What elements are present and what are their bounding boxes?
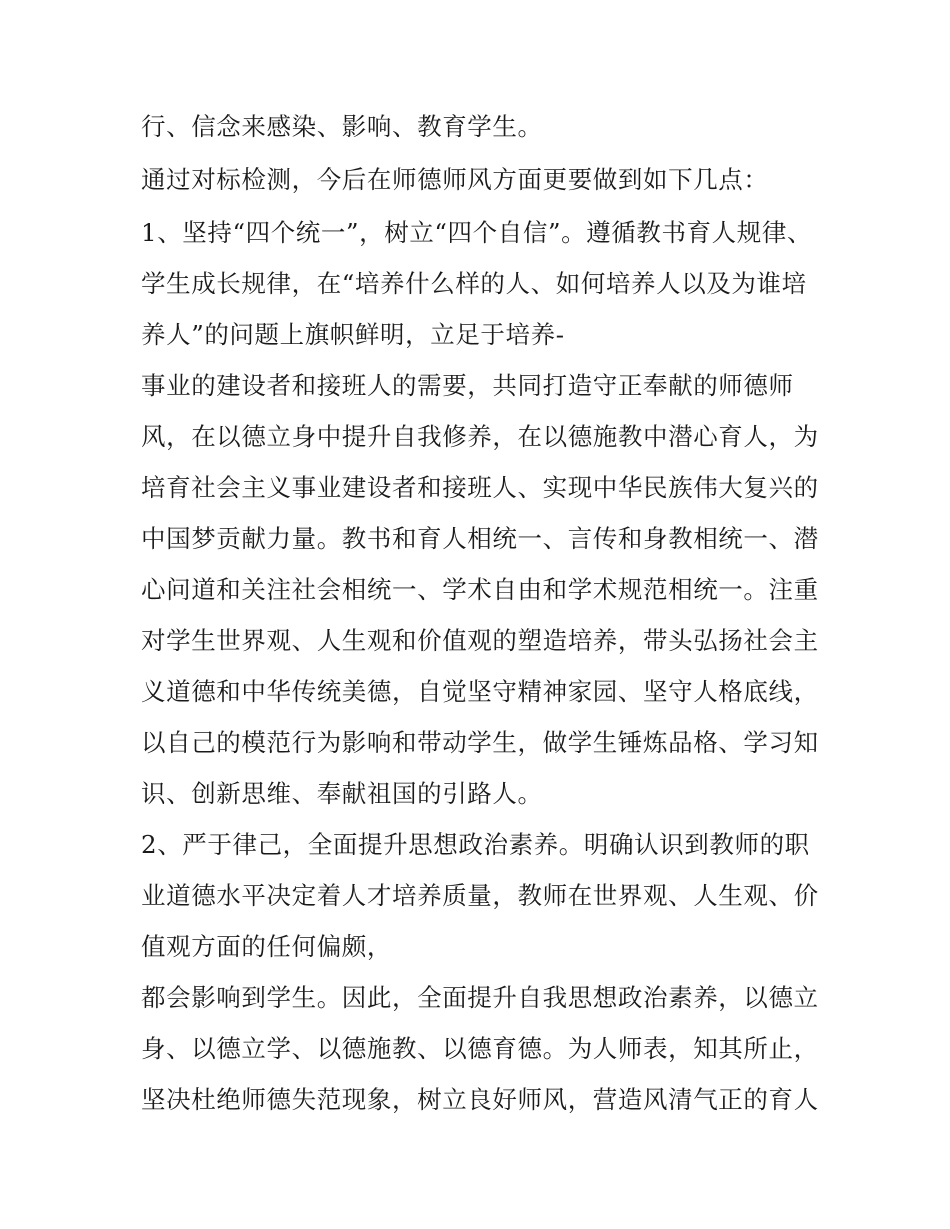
text-line: 业道德水平决定着人才培养质量，教师在世界观、人生观、价 bbox=[141, 881, 819, 910]
text-line: 身、以德立学、以德施教、以德育德。为人师表，知其所止， bbox=[141, 1034, 819, 1063]
text-line: 中国梦贡献力量。教书和育人相统一、言传和身教相统一、潜 bbox=[141, 524, 819, 553]
text-line: 都会影响到学生。因此，全面提升自我思想政治素养，以德立 bbox=[141, 983, 819, 1012]
text-line: 通过对标检测，今后在师德师风方面更要做到如下几点： bbox=[141, 165, 769, 194]
text-line: 2、严于律己，全面提升思想政治素养。明确认识到教师的职 bbox=[141, 830, 810, 859]
text-line: 对学生世界观、人生观和价值观的塑造培养，带头弘扬社会主 bbox=[141, 626, 819, 655]
text-line: 识、创新思维、奉献祖国的引路人。 bbox=[141, 779, 543, 808]
text-line: 1、坚持“四个统一”，树立“四个自信”。遵循教书育人规律、 bbox=[141, 218, 813, 247]
text-line: 值观方面的任何偏颇， bbox=[141, 932, 392, 961]
text-line: 行、信念来感染、影响、教育学生。 bbox=[141, 112, 543, 141]
text-line: 学生成长规律，在“培养什么样的人、如何培养人以及为谁培 bbox=[141, 269, 807, 298]
text-line: 养人”的问题上旗帜鲜明，立足于培养- bbox=[141, 320, 565, 349]
text-line: 义道德和中华传统美德，自觉坚守精神家园、坚守人格底线， bbox=[141, 677, 819, 706]
text-line: 风，在以德立身中提升自我修养，在以德施教中潜心育人，为 bbox=[141, 422, 819, 451]
text-line: 坚决杜绝师德失范现象，树立良好师风，营造风清气正的育人 bbox=[141, 1085, 819, 1114]
text-line: 以自己的模范行为影响和带动学生，做学生锤炼品格、学习知 bbox=[141, 728, 819, 757]
text-line: 心问道和关注社会相统一、学术自由和学术规范相统一。注重 bbox=[141, 575, 819, 604]
text-line: 培育社会主义事业建设者和接班人、实现中华民族伟大复兴的 bbox=[141, 473, 819, 502]
text-line: 事业的建设者和接班人的需要，共同打造守正奉献的师德师 bbox=[141, 371, 794, 400]
